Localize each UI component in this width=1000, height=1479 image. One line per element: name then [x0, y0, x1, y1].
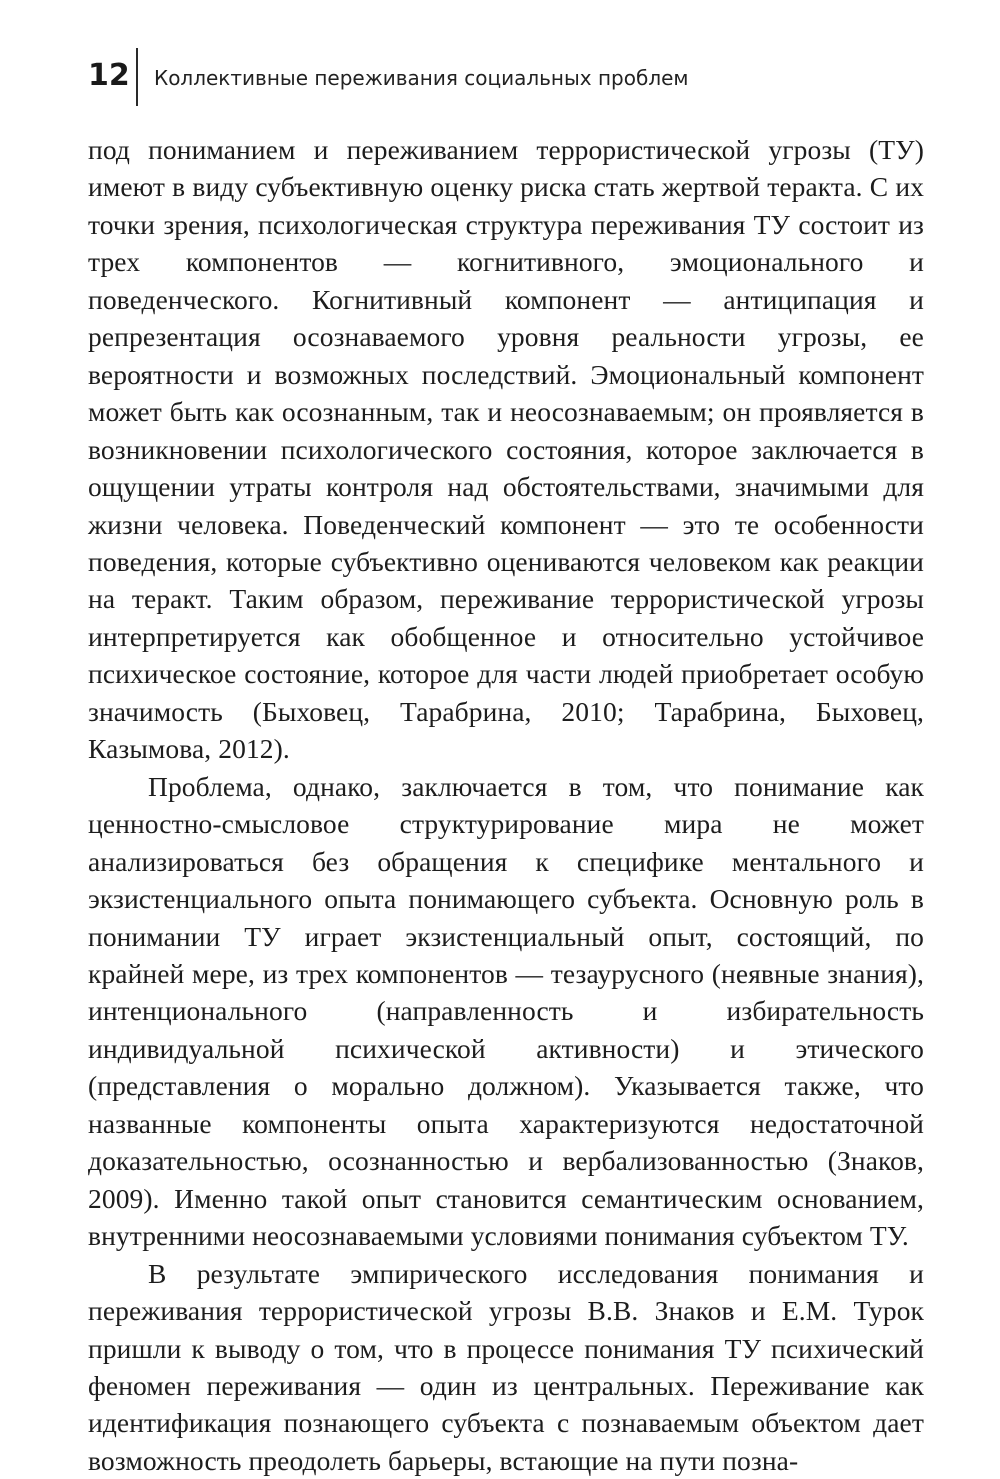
paragraph-3: В результате эмпирического исследования понимания и переживания террористической угрозы В.В. Знаков и Е.М. Турок пришли к выводу о том, что в процессе понимания ТУ психический феномен переживания — один из центральных. Переживание как идентификация познающего субъекта с познаваемым объектом дает возможность преодолеть барьеры, встающие на пути позна- — [88, 1257, 924, 1476]
page-header — [88, 40, 948, 110]
header-divider — [136, 48, 138, 106]
page-number: 12 — [88, 58, 130, 93]
running-title: Коллективные переживания социальных проблем — [154, 66, 689, 90]
paragraph-2: Проблема, однако, заключается в том, что понимание как ценностно-смысловое структурирование мира не может анализироваться без обращения к специфике ментального и экзистенциального опыта понимающего субъекта. Основную роль в понимании ТУ играет экзистенциальный опыт, состоящий, по крайней мере, из трех компонентов — тезаурусного (неявные знания), интенционального (направленность и избирательность индивидуальной психической активности) и этического (представления о морально должном). Указывается также, что названные компоненты опыта характеризуются недостаточной доказательностью, осознанностью и вербализованностью (Знаков, 2009). Именно такой опыт становится семантическим основанием, внутренними неосознаваемыми условиями понимания субъектом ТУ. — [88, 770, 924, 1252]
paragraph-1: под пониманием и переживанием террористической угрозы (ТУ) имеют в виду субъективную оценку риска стать жертвой теракта. С их точки зрения, психологическая структура переживания ТУ состоит из трех компонентов — когнитивного, эмоционального и поведенческого. Когнитивный компонент — антиципация и репрезентация осознаваемого уровня реальности угрозы, ее вероятности и возможных последствий. Эмоциональный компонент может быть как осознанным, так и неосознаваемым; он проявляется в возникновении психологического состояния, которое заключается в ощущении утраты контроля над обстоятельствами, значимыми для жизни человека. Поведенческий компонент — это те особенности поведения, которые субъективно оцениваются человеком как реакции на теракт. Таким образом, переживание террористической угрозы интерпретируется как обобщенное и относительно устойчивое психическое состояние, которое для части людей приобретает особую значимость (Быховец, Тарабрина, 2010; Тарабрина, Быховец, Казымова, 2012). — [88, 134, 924, 765]
body-text — [88, 131, 924, 1479]
